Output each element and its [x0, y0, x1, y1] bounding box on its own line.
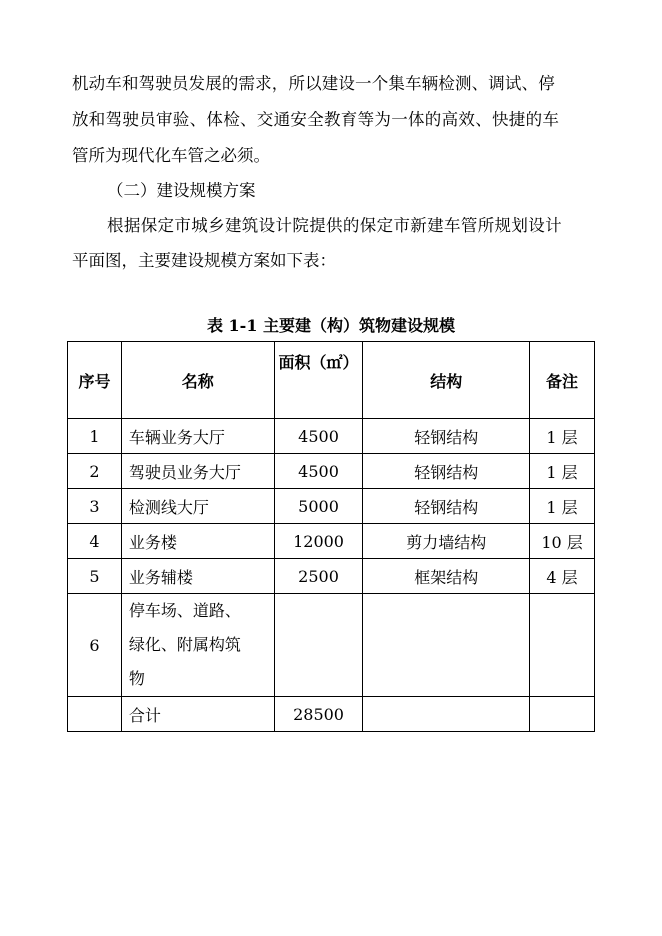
- cell-name-line: 停车场、道路、: [128, 601, 241, 620]
- header-structure: 结构: [363, 342, 530, 419]
- cell-note: [530, 697, 595, 732]
- cell-structure: 轻钢结构: [363, 489, 530, 524]
- total-label: 合计: [121, 697, 274, 732]
- cell-structure: 框架结构: [363, 559, 530, 594]
- cell-name: 业务楼: [121, 524, 274, 559]
- cell-name: 业务辅楼: [121, 559, 274, 594]
- table-row: [68, 559, 595, 594]
- cell-no: 1: [68, 419, 122, 454]
- cell-no: 6: [68, 594, 122, 697]
- intro-line-2: 放和驾驶员审验、体检、交通安全教育等为一体的高效、快捷的车: [72, 110, 560, 129]
- cell-name: 检测线大厅: [121, 489, 274, 524]
- cell-area: 4500: [274, 454, 363, 489]
- cell-name-line: 绿化、附属构筑: [128, 635, 241, 654]
- description-line-1: 根据保定市城乡建筑设计院提供的保定市新建车管所规划设计: [107, 216, 562, 235]
- cell-note: 1 层: [530, 489, 595, 524]
- cell-no: 5: [68, 559, 122, 594]
- cell-structure: 剪力墙结构: [363, 524, 530, 559]
- header-note: 备注: [530, 342, 595, 419]
- table-row: [68, 454, 595, 489]
- description-line-2: 平面图，主要建设规模方案如下表：: [72, 251, 336, 270]
- table-header-row: [68, 342, 595, 419]
- cell-name: 车辆业务大厅: [121, 419, 274, 454]
- cell-note: 10 层: [530, 524, 595, 559]
- table-row: [68, 489, 595, 524]
- cell-structure: [363, 697, 530, 732]
- table-row: [68, 524, 595, 559]
- cell-note: 4 层: [530, 559, 595, 594]
- cell-area: 4500: [274, 419, 363, 454]
- cell-no: 4: [68, 524, 122, 559]
- table-row: [68, 419, 595, 454]
- cell-structure: [363, 594, 530, 697]
- header-no: 序号: [68, 342, 122, 419]
- cell-area: 5000: [274, 489, 363, 524]
- table-caption: 表 1-1 主要建（构）筑物建设规模: [206, 316, 456, 335]
- cell-area: 2500: [274, 559, 363, 594]
- cell-no: [68, 697, 122, 732]
- cell-area: 12000: [274, 524, 363, 559]
- cell-name-line: 物: [128, 669, 145, 688]
- header-area: 面积（㎡）: [274, 342, 363, 419]
- table-row: [68, 594, 595, 697]
- cell-note: [530, 594, 595, 697]
- cell-note: 1 层: [530, 454, 595, 489]
- cell-structure: 轻钢结构: [363, 454, 530, 489]
- total-area: 28500: [274, 697, 363, 732]
- cell-area: [274, 594, 363, 697]
- cell-structure: 轻钢结构: [363, 419, 530, 454]
- cell-no: 3: [68, 489, 122, 524]
- header-name: 名称: [121, 342, 274, 419]
- intro-line-1: 机动车和驾驶员发展的需求，所以建设一个集车辆检测、调试、停: [72, 74, 555, 93]
- construction-scale-table: [67, 341, 595, 732]
- section-heading: （二）建设规模方案: [107, 181, 256, 200]
- cell-name-multiline: [121, 594, 274, 697]
- cell-name: 驾驶员业务大厅: [121, 454, 274, 489]
- table-total-row: [68, 697, 595, 732]
- cell-no: 2: [68, 454, 122, 489]
- cell-note: 1 层: [530, 419, 595, 454]
- intro-line-3: 管所为现代化车管之必须。: [72, 146, 270, 165]
